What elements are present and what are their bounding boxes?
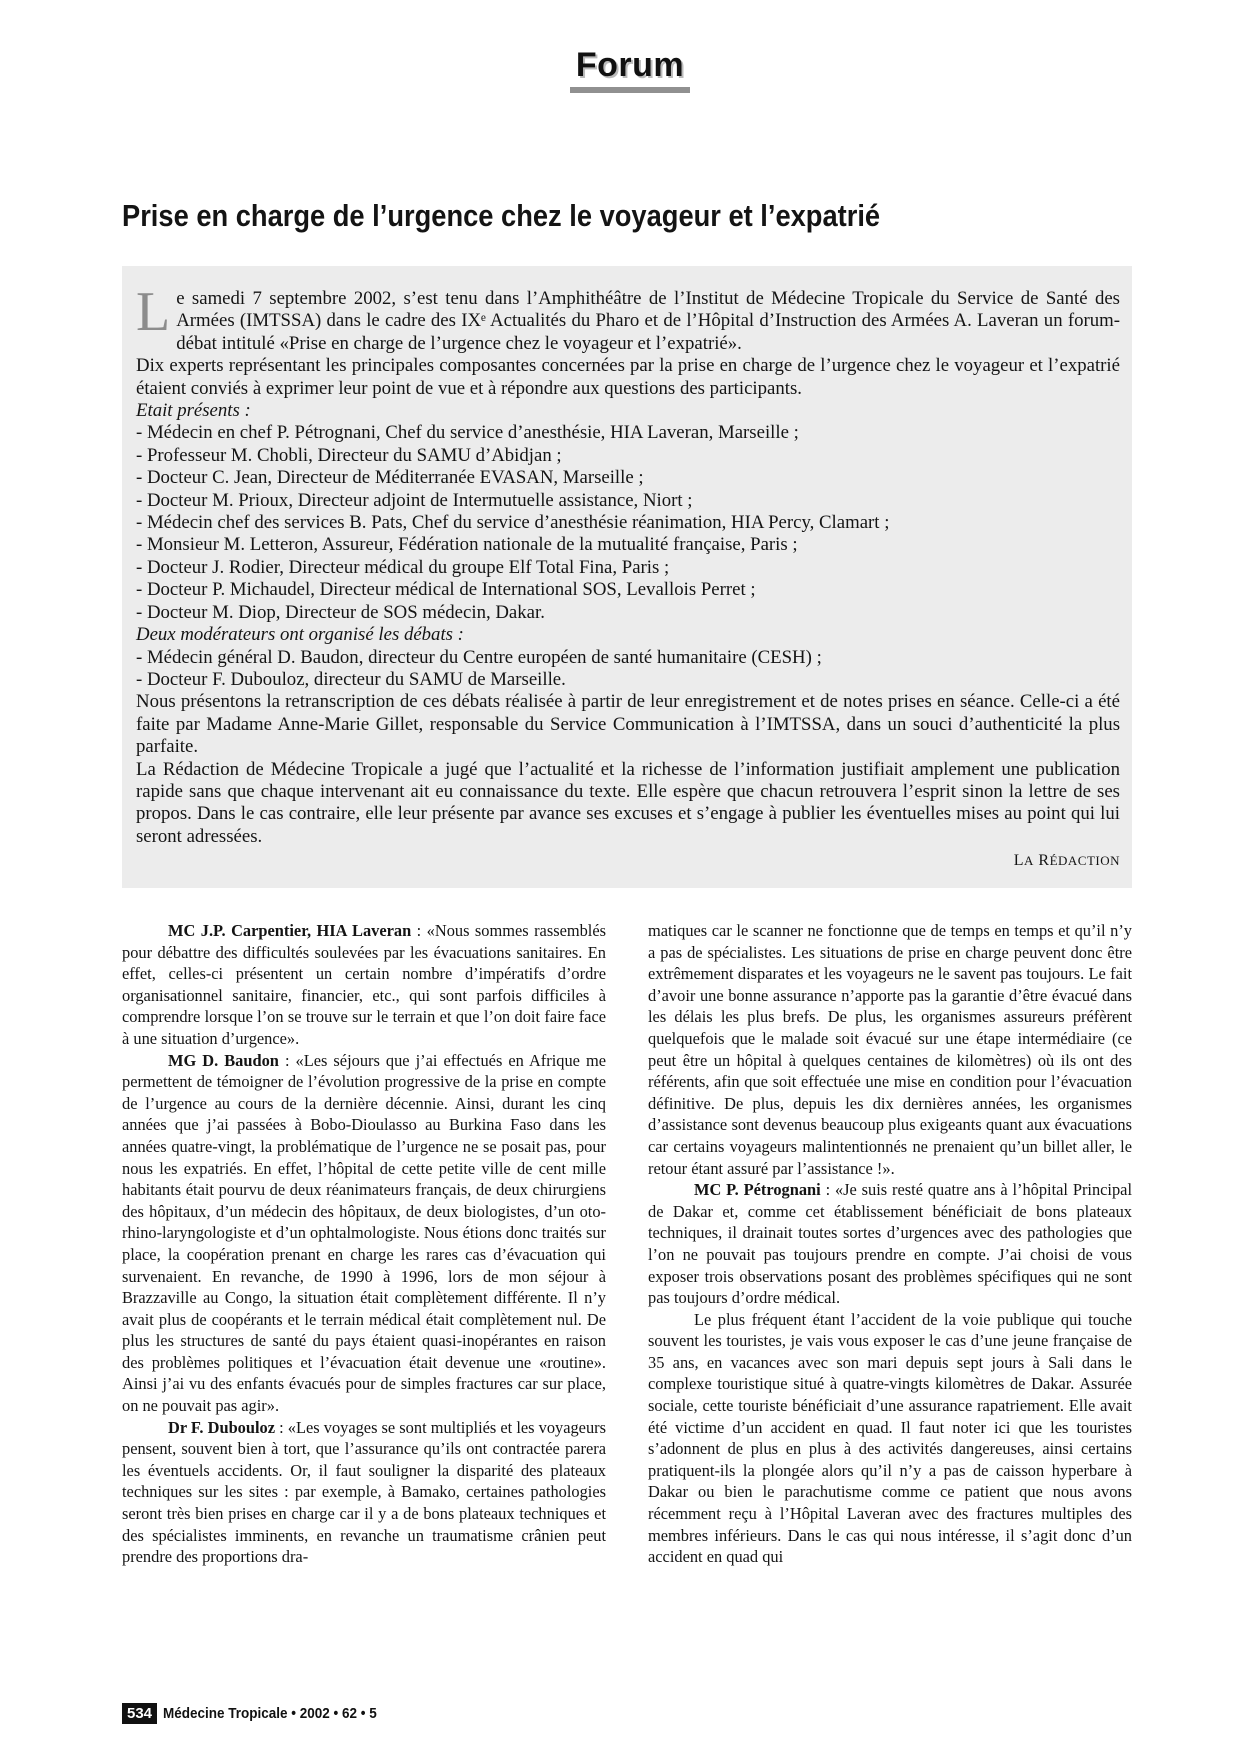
list-item: - Docteur P. Michaudel, Directeur médical de International SOS, Levallois Perret ; (136, 579, 756, 601)
list-item: - Docteur F. Dubouloz, directeur du SAMU de Marseille. (136, 668, 566, 690)
continuation-paragraph: matiques car le scanner ne fonctionne que de temps en temps et qu’il n’y a pas de spécialistes. Les situations de prise en charge peuvent donc être extrêmement disparates et les voyageurs ne le savent pas toujours. Le fait d’avoir une bonne assurance n’apporte pas la garantie d’être évacué dans les délais les plus brefs. De plus, les organismes assureurs préfèrent quelquefois que le malade soit évacué sur une étape intermédiaire (ce peut être un hôpital à quelques centaines de kilomètres) où ils ont des référents, afin que soit effectuée une mise en condition pour l’évacuation définitive. De plus, depuis les dix dernières années, les organismes d’assistance sont devenus beaucoup plus exigeants quant aux évacuations car certains voyageurs malintentionnés ne prenaient qu’un billet aller, le retour étant assuré par l’assistance !». (648, 921, 1132, 1178)
speaker-name: Dr F. Dubouloz (168, 1417, 276, 1437)
drop-cap: L (136, 281, 171, 343)
speech-text: : «Nous sommes rassemblés pour débattre des difficultés soulevées par les évacuations sanitaires. En effet, celles-ci présentent un certain nombre d’impératifs d’ordre organisationnel sanitaire, financier, etc., qui sont parfois difficiles à comprendre lorsque l’on se trouve sur le terrain et que l’on doit faire face à une situation d’urgence». (122, 921, 607, 1048)
speech-text: : «Je suis resté quatre ans à l’hôpital Principal de Dakar et, comme cet établissement bénéficiait de bons plateaux techniques, il drainait toutes sortes d’urgences avec des pathologies que l’on ne pouvait pas toujours prendre en compte. J’ai choisi de vous exposer trois observations posant des problèmes spécifiques qui ne sont pas toujours d’ordre médical. (648, 1180, 1133, 1308)
signature-word: ÉDACTION (1049, 853, 1120, 869)
article-title: Prise en charge de l’urgence chez le voyageur et l’expatrié (122, 198, 881, 233)
speaker-name: MC J.P. Carpentier, HIA Laveran (168, 921, 412, 940)
signature-letter: R (1033, 852, 1050, 870)
editorial-box (122, 266, 1132, 888)
list-item: - Docteur C. Jean, Directeur de Méditerranée EVASAN, Marseille ; (136, 467, 644, 489)
editorial-paragraph-4: La Rédaction de Médecine Tropicale a jugé que l’actualité et la richesse de l’information justifiait amplement une publication rapide sans que chaque intervenant ait eu connaissance du texte. Elle espère que chacun retrouvera l’esprit sinon la lettre de ses propos. Dans le cas contraire, elle leur présente par avance ses excuses et s’engage à publier les éventuelles mises au point qui lui seront adressées. (136, 758, 1120, 847)
present-list (136, 422, 1120, 624)
list-item: - Docteur J. Rodier, Directeur médical du groupe Elf Total Fina, Paris ; (136, 556, 670, 578)
speaker-name: MC P. Pétrognani (694, 1180, 821, 1200)
speech-text: : «Les séjours que j’ai effectués en Afrique me permettent de témoigner de l’évolution progressive de la prise en compte de l’urgence au cours de la dernière décennie. Ainsi, durant les cinq années que j’ai passées à Bobo-Dioulasso au Burkina Faso dans les années quatre-vingt, la problématique de l’urgence ne se posait pas, pour nous les expatriés. En effet, l’hôpital de cette petite ville de cent mille habitants était pourvu de deux réanimateurs français, de deux chirurgiens des hôpitaux, d’un médecin des hôpitaux, de deux biologistes, d’un oto-rhino-laryngologiste et d’un ophtalmologiste. Nous étions donc traités sur place, la coopération prenant en charge les rares cas d’évacuation qui survenaient. En revanche, de 1990 à 1996, lors de mon séjour à Brazzaville au Congo, la situation était complètement différente. Il n’y avait plus de coopérants et le terrain médical était complètement nul. De plus les structures de santé du pays étaient quasi-inopérantes en raison des problèmes politiques et l’évacuation était devenue une «routine». Ainsi j’ai vu des enfants évacués pour de simples fractures car sur place, on ne pouvait pas agir». (122, 1050, 606, 1416)
speech-paragraph (122, 920, 606, 1050)
page-footer (122, 1700, 401, 1726)
signature-letter: L (1013, 852, 1024, 870)
list-item: - Médecin chef des services B. Pats, Chef du service d’anesthésie réanimation, HIA Percy, Clamart ; (136, 512, 890, 534)
journal-citation: Médecine Tropicale • 2002 • 62 • 5 (163, 1704, 377, 1722)
speech-paragraph (648, 1179, 1132, 1309)
list-item: - Médecin général D. Baudon, directeur du Centre européen de santé humanitaire (CESH) ; (136, 646, 822, 668)
present-heading: Etait présents : (136, 400, 251, 422)
speech-paragraph (122, 1050, 606, 1417)
section-rule (570, 87, 690, 93)
editorial-paragraph-1-text: e samedi 7 septembre 2002, s’est tenu dans l’Amphithéâtre de l’Institut de Médecine Tropicale du Service de Santé des Armées (IMTSSA) dans le cadre des IXᵉ Actualités du Pharo et de l’Hôpital d’Instruction des Armées A. Laveran un forum-débat intitulé «Prise en charge de l’urgence chez le voyageur et l’expatrié». (176, 288, 1120, 354)
article-body (122, 920, 1132, 1568)
page-number: 534 (122, 1703, 157, 1724)
body-paragraph: Le plus fréquent étant l’accident de la voie publique qui touche souvent les touristes, je vais vous exposer le cas d’une jeune française de 35 ans, en vacances avec son mari depuis sept jours à Sali dans le complexe touristique situé à quatre-vingts kilomètres de Dakar. Assurée sociale, cette touriste bénéficiait d’une assurance rapatriement. Elle avait été victime d’un accident en quad. Il faut noter ici que les touristes s’adonnent de plus en plus à des activités dangereuses, ainsi certains pratiquent-ils la plongée alors qu’il n’y a pas de caisson hyperbare à Dakar ou bien le parachutisme comme ce patient que nous avons récemment reçu à l’Hôpital Laveran avec des fractures multiples des membres inférieurs. Dans le cas qui nous intéresse, il s’agit donc d’un accident en quad qui (648, 1309, 1132, 1567)
speech-text: : «Les voyages se sont multipliés et les voyageurs pensent, souvent bien à tort, que l’assurance qu’ils ont contractée parera les éventuels accidents. Or, il faut souligner la disparité des plateaux techniques sur les sites : par exemple, à Bamako, certaines pathologies seront très bien prises en charge car il y a de bons plateaux techniques et des spécialistes imminents, en revanche un traumatisme crânien peut prendre des proportions dra- (122, 1417, 606, 1567)
editorial-paragraph-3: Nous présentons la retranscription de ces débats réalisée à partir de leur enregistrement et de notes prises en séance. Celle-ci a été faite par Madame Anne-Marie Gillet, responsable du Service Communication à l’IMTSSA, dans un souci d’authenticité la plus parfaite. (136, 691, 1120, 758)
section-header (570, 46, 690, 93)
list-item: - Docteur M. Diop, Directeur de SOS médecin, Dakar. (136, 601, 545, 623)
moderators-list (136, 647, 1120, 692)
section-title: Forum (575, 46, 685, 84)
editorial-paragraph-2: Dix experts représentant les principales composantes concernées par la prise en charge de l’urgence chez le voyageur et l’expatrié étaient conviés à exprimer leur point de vue et à répondre aux questions des participants. (136, 355, 1120, 399)
speech-paragraph (122, 1417, 606, 1568)
right-column (648, 920, 1132, 1568)
moderators-heading: Deux modérateurs ont organisé les débats : (136, 624, 464, 646)
list-item: - Professeur M. Chobli, Directeur du SAMU d’Abidjan ; (136, 444, 562, 466)
list-item: - Monsieur M. Letteron, Assureur, Fédération nationale de la mutualité française, Paris ; (136, 534, 798, 556)
left-column (122, 920, 606, 1568)
list-item: - Médecin en chef P. Pétrognani, Chef du service d’anesthésie, HIA Laveran, Marseille ; (136, 422, 799, 444)
editorial-signature (136, 850, 1120, 872)
signature-letter: A (1024, 853, 1034, 869)
list-item: - Docteur M. Prioux, Directeur adjoint de Intermutuelle assistance, Niort ; (136, 489, 693, 511)
speaker-name: MG D. Baudon (168, 1050, 279, 1070)
editorial-paragraph-1 (136, 281, 1120, 355)
